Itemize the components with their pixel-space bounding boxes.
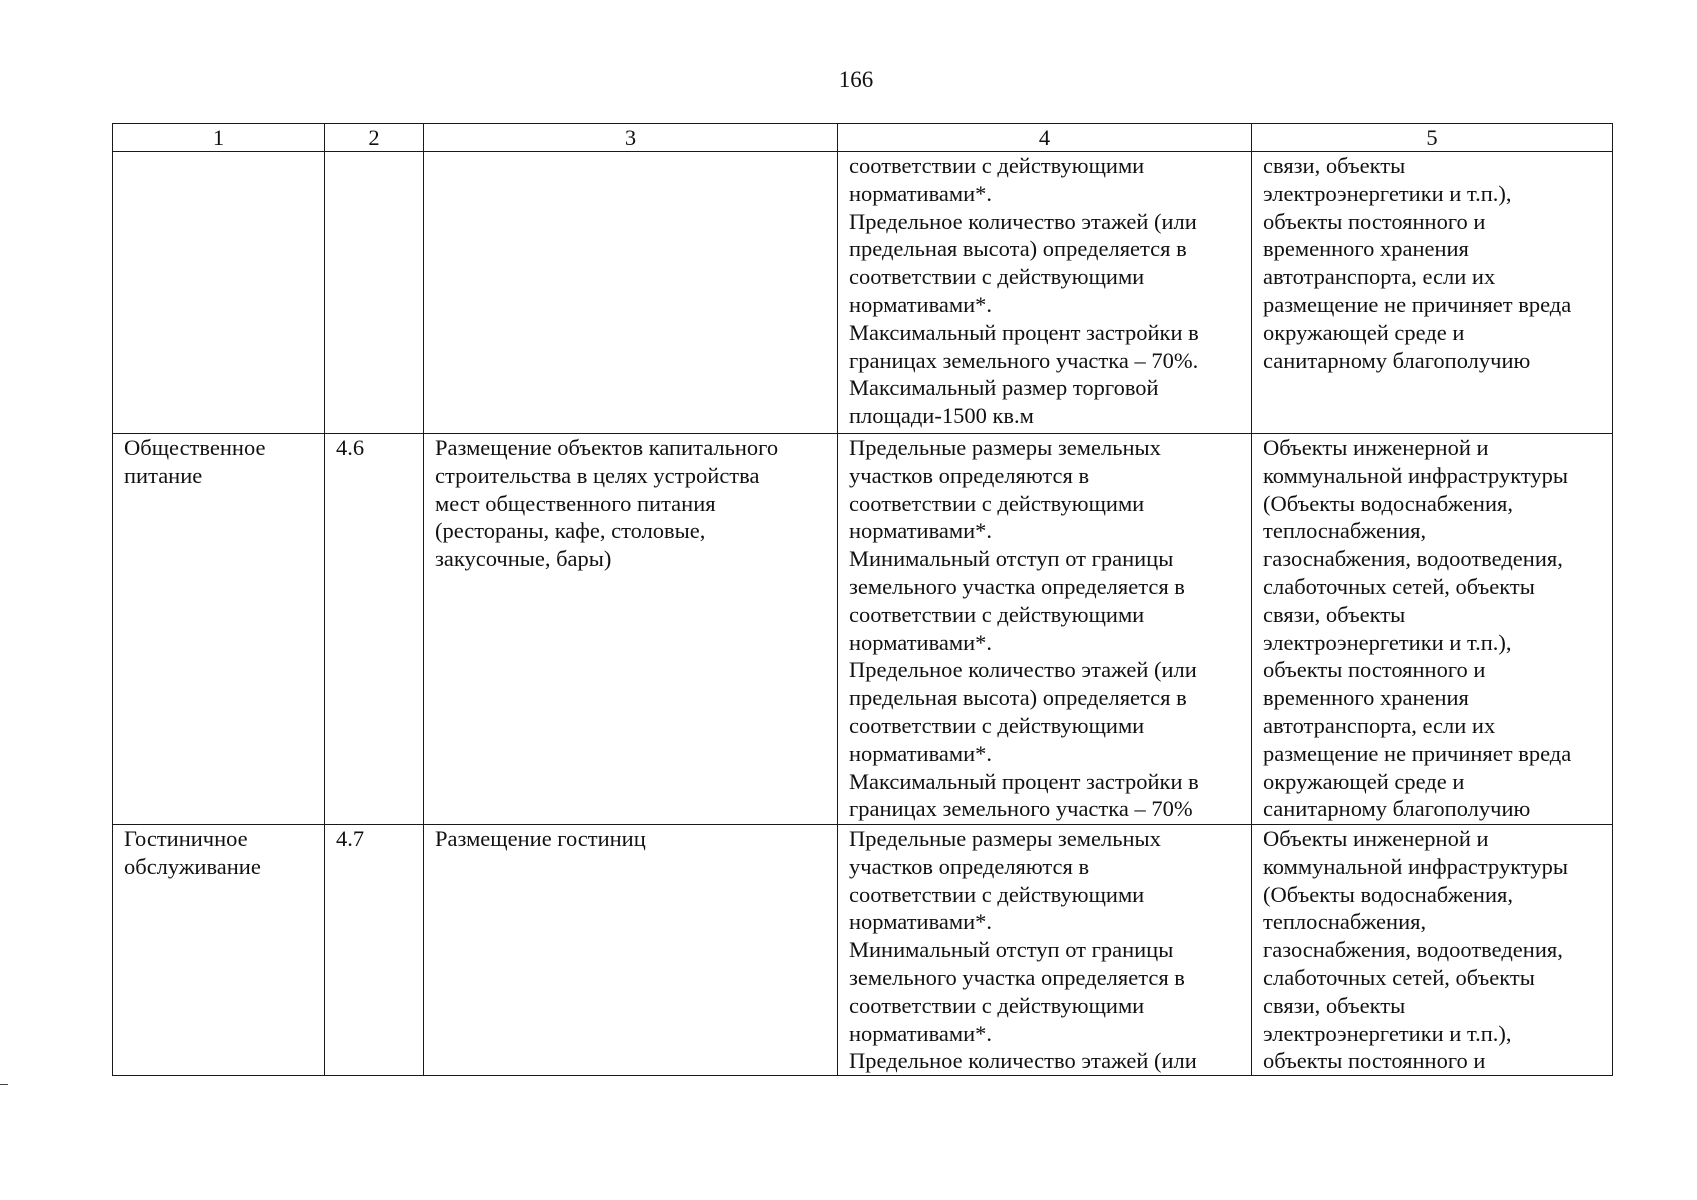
table-row <box>113 152 1613 434</box>
cell-text-line: санитарному благополучию <box>1263 347 1531 373</box>
cell-text-line: связи, объекты <box>1263 992 1406 1018</box>
cell-text-line: площади-1500 кв.м <box>849 403 1034 429</box>
cell-text-line: Объекты инженерной и <box>1263 826 1489 851</box>
cell-text-line: Максимальный процент застройки в <box>849 319 1199 345</box>
use-parameters-cell <box>838 152 1252 434</box>
cell-text-line: объекты постоянного и <box>1263 208 1486 234</box>
cell-text-line: земельного участка определяется в <box>849 964 1185 990</box>
cell-text-line: Предельное количество этажей (или <box>849 208 1197 234</box>
header-row <box>113 124 1613 152</box>
cell-text-line: электроэнергетики и т.п.), <box>1263 1020 1512 1046</box>
cell-text-line: нормативами*. <box>849 291 993 317</box>
cell-text-line: предельная высота) определяется в <box>849 236 1187 262</box>
table-header <box>113 124 1613 152</box>
cell-text-line: Размещение гостиниц <box>435 826 646 851</box>
cell-text-line: Объекты инженерной и <box>1263 435 1489 460</box>
cell-text-line: Максимальный процент застройки в <box>849 768 1199 794</box>
cell-text-line: окружающей среде и <box>1263 319 1465 345</box>
cell-text-line: автотранспорта, если их <box>1263 264 1496 290</box>
table-body <box>113 152 1613 1076</box>
cell-text-line: электроэнергетики и т.п.), <box>1263 180 1512 206</box>
cell-text-line: (Объекты водоснабжения, <box>1263 490 1513 516</box>
cell-text-line: Гостиничное <box>124 826 248 851</box>
cell-text-line: участков определяются в <box>849 853 1090 879</box>
auxiliary-uses-cell <box>1252 152 1613 434</box>
cell-text-line: соответствии с действующими <box>849 264 1145 290</box>
use-name-cell <box>113 152 325 434</box>
auxiliary-uses-cell <box>1252 825 1613 1076</box>
column-header-5: 5 <box>1252 124 1613 152</box>
cell-text-line: газоснабжения, водоотведения, <box>1263 546 1563 572</box>
cell-text-line: соответствии с действующими <box>849 881 1145 907</box>
use-code-cell <box>325 152 424 434</box>
cell-text-line: соответствии с действующими <box>849 601 1145 627</box>
column-header-4: 4 <box>838 124 1252 152</box>
cell-text-line: объекты постоянного и <box>1263 1048 1486 1074</box>
cell-text-line: временного хранения <box>1263 236 1469 262</box>
page-number: 166 <box>838 67 874 92</box>
use-description-cell <box>424 825 838 1076</box>
cell-text-line: соответствии с действующими <box>849 153 1145 178</box>
column-header-2: 2 <box>325 124 424 152</box>
cell-text-line: Предельные размеры земельных <box>849 826 1161 851</box>
cell-text-line: питание <box>124 462 203 488</box>
cell-text-line: нормативами*. <box>849 629 993 655</box>
use-description-cell <box>424 434 838 825</box>
cell-text-line: газоснабжения, водоотведения, <box>1263 937 1563 963</box>
cell-text-line: участков определяются в <box>849 462 1090 488</box>
cell-text-line: слаботочных сетей, объекты <box>1263 964 1535 990</box>
cell-text-line: Максимальный размер торговой <box>849 375 1159 401</box>
cell-text-line: коммунальной инфраструктуры <box>1263 462 1568 488</box>
cell-text-line: соответствии с действующими <box>849 992 1145 1018</box>
use-code-cell: 4.6 <box>325 434 424 825</box>
cell-text-line: теплоснабжения, <box>1263 518 1427 544</box>
cell-text-line: границах земельного участка – 70%. <box>849 347 1199 373</box>
cell-text-line: слаботочных сетей, объекты <box>1263 573 1535 599</box>
cell-text-line: коммунальной инфраструктуры <box>1263 853 1568 879</box>
cell-text-line: автотранспорта, если их <box>1263 712 1496 738</box>
table-row <box>113 825 1613 1076</box>
cell-text-line: закусочные, бары) <box>435 546 612 572</box>
cell-text-line: нормативами*. <box>849 1020 993 1046</box>
cell-text-line: теплоснабжения, <box>1263 909 1427 935</box>
cell-text-line: объекты постоянного и <box>1263 657 1486 683</box>
cell-text-line: окружающей среде и <box>1263 768 1465 794</box>
cell-text-line: размещение не причиняет вреда <box>1263 740 1572 766</box>
column-header-1: 1 <box>113 124 325 152</box>
cell-text-line: размещение не причиняет вреда <box>1263 291 1572 317</box>
cell-text-line: санитарному благополучию <box>1263 796 1531 822</box>
column-header-3: 3 <box>424 124 838 152</box>
cell-text-line: нормативами*. <box>849 518 993 544</box>
cell-text-line: мест общественного питания <box>435 490 716 516</box>
use-parameters-cell <box>838 434 1252 825</box>
cell-text-line: нормативами*. <box>849 909 993 935</box>
cell-text-line: соответствии с действующими <box>849 712 1145 738</box>
cell-text-line: временного хранения <box>1263 685 1469 711</box>
cell-text-line: (Объекты водоснабжения, <box>1263 881 1513 907</box>
scan-edge-mark <box>0 1084 8 1085</box>
cell-text-line: соответствии с действующими <box>849 490 1145 516</box>
cell-text-line: Общественное <box>124 435 266 460</box>
use-parameters-cell <box>838 825 1252 1076</box>
cell-text-line: Предельное количество этажей (или <box>849 1048 1197 1074</box>
use-name-cell <box>113 434 325 825</box>
table-row <box>113 434 1613 825</box>
cell-text-line: нормативами*. <box>849 740 993 766</box>
use-description-cell <box>424 152 838 434</box>
cell-text-line: предельная высота) определяется в <box>849 685 1187 711</box>
cell-text-line: связи, объекты <box>1263 153 1406 178</box>
cell-text-line: Минимальный отступ от границы <box>849 937 1174 963</box>
cell-text-line: обслуживание <box>124 853 261 879</box>
zoning-table <box>112 123 1613 1076</box>
cell-text-line: Размещение объектов капитального <box>435 435 779 460</box>
cell-text-line: границах земельного участка – 70% <box>849 796 1193 822</box>
auxiliary-uses-cell <box>1252 434 1613 825</box>
cell-text-line: связи, объекты <box>1263 601 1406 627</box>
cell-text-line: (рестораны, кафе, столовые, <box>435 518 706 544</box>
cell-text-line: земельного участка определяется в <box>849 573 1185 599</box>
cell-text-line: Предельные размеры земельных <box>849 435 1161 460</box>
cell-text-line: Минимальный отступ от границы <box>849 546 1174 572</box>
cell-text-line: строительства в целях устройства <box>435 462 760 488</box>
use-code-cell: 4.7 <box>325 825 424 1076</box>
use-name-cell <box>113 825 325 1076</box>
cell-text-line: Предельное количество этажей (или <box>849 657 1197 683</box>
cell-text-line: нормативами*. <box>849 180 993 206</box>
cell-text-line: электроэнергетики и т.п.), <box>1263 629 1512 655</box>
